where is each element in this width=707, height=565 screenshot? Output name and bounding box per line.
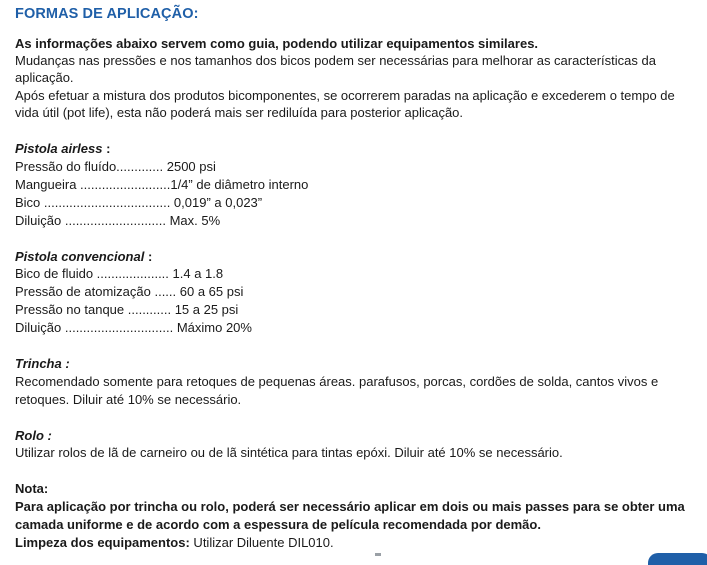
trincha-line-1: Recomendado somente para retoques de pequenas áreas. parafusos, porcas, cordões de solda, cantos vivos e [15, 374, 659, 389]
convencional-row: Diluição .............................. Máximo 20% [15, 320, 252, 335]
intro-line-2: Mudanças nas pressões e nos tamanhos dos bicos podem ser necessárias para melhorar as características da [15, 53, 656, 68]
airless-title-text: Pistola airless [15, 141, 103, 156]
rolo-title: Rolo : [15, 428, 52, 443]
intro-line-3: aplicação. [15, 70, 74, 85]
trincha-line-2: retoques. Diluir até 10% se necessário. [15, 392, 242, 407]
airless-row: Mangueira .........................1/4” de diâmetro interno [15, 177, 309, 192]
convencional-title-suffix: : [144, 249, 153, 264]
airless-row: Bico ................................... 0,019” a 0,023” [15, 195, 263, 210]
section-heading: FORMAS DE APLICAÇÃO: [15, 6, 199, 22]
nota-line-2: camada uniforme e de acordo com a espessura de película recomendada por demão. [15, 517, 541, 532]
nota-line-1: Para aplicação por trincha ou rolo, poderá ser necessário aplicar em dois ou mais passes para se obter uma [15, 499, 685, 514]
intro-line-5: vida útil (pot life), esta não poderá mais ser rediluída para posterior aplicação. [15, 105, 464, 120]
intro-bold-line: As informações abaixo servem como guia, podendo utilizar equipamentos similares. [15, 36, 539, 51]
footer-accent-shape [648, 553, 707, 565]
cleaning-value: Utilizar Diluente DIL010. [189, 535, 334, 550]
trincha-title: Trincha : [15, 356, 70, 371]
airless-row: Pressão do fluído............. 2500 psi [15, 159, 216, 174]
intro-line-4: Após efetuar a mistura dos produtos bicomponentes, se ocorrerem paradas na aplicação e excederem o tempo de [15, 88, 675, 103]
rolo-line-1: Utilizar rolos de lã de carneiro ou de lã sintética para tintas epóxi. Diluir até 10% se necessário. [15, 445, 563, 460]
cleaning-line [15, 534, 334, 552]
convencional-title [15, 248, 152, 266]
convencional-title-text: Pistola convencional [15, 249, 145, 264]
cleaning-label: Limpeza dos equipamentos: [15, 535, 190, 550]
nota-title: Nota: [15, 481, 49, 496]
footer-divider-fragment [375, 553, 381, 556]
airless-title-suffix: : [102, 141, 111, 156]
airless-title [15, 140, 110, 158]
convencional-row: Pressão de atomização ...... 60 a 65 psi [15, 284, 244, 299]
airless-row: Diluição ............................ Max. 5% [15, 213, 221, 228]
convencional-row: Pressão no tanque ............ 15 a 25 psi [15, 302, 239, 317]
convencional-row: Bico de fluido .................... 1.4 a 1.8 [15, 266, 224, 281]
